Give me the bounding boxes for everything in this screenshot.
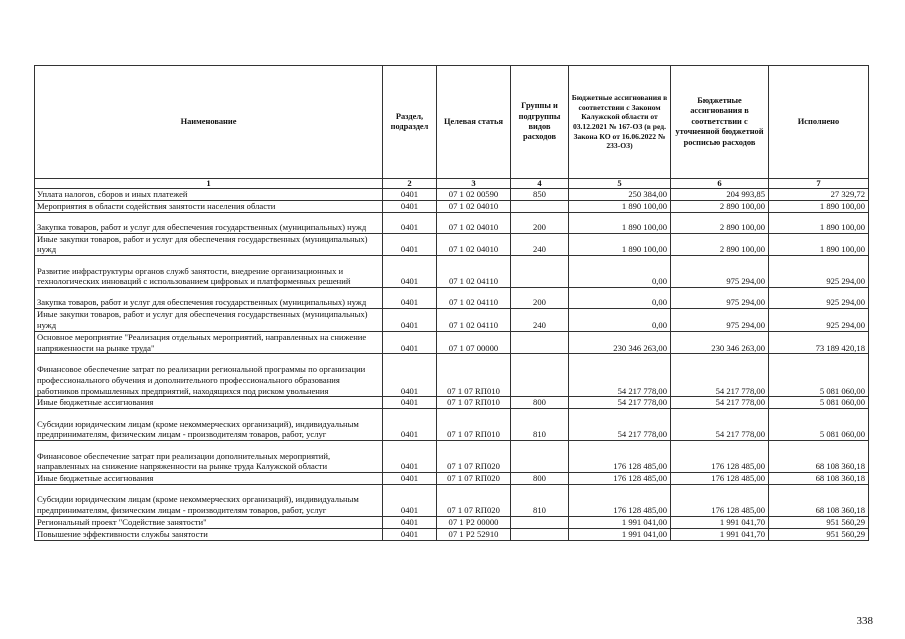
row-ispolneno: 68 108 360,18 (769, 473, 869, 485)
row-zakon: 1 991 041,00 (569, 528, 671, 540)
row-name: Уплата налогов, сборов и иных платежей (35, 189, 383, 201)
column-number: 4 (511, 179, 569, 189)
row-vid: 800 (511, 473, 569, 485)
row-zakon: 230 346 263,00 (569, 331, 671, 354)
column-number: 1 (35, 179, 383, 189)
row-rospis: 54 217 778,00 (671, 397, 769, 409)
row-razdel: 0401 (383, 473, 437, 485)
row-razdel: 0401 (383, 397, 437, 409)
row-statya: 07 1 P2 52910 (437, 528, 511, 540)
row-vid: 200 (511, 288, 569, 309)
row-name: Иные закупки товаров, работ и услуг для обеспечения государственных (муниципальных) нужд (35, 233, 383, 256)
row-rospis: 176 128 485,00 (671, 473, 769, 485)
row-vid: 850 (511, 189, 569, 201)
row-name: Иные бюджетные ассигнования (35, 397, 383, 409)
row-rospis: 204 993,85 (671, 189, 769, 201)
row-name: Повышение эффективности службы занятости (35, 528, 383, 540)
row-ispolneno: 27 329,72 (769, 189, 869, 201)
row-vid (511, 516, 569, 528)
header-rospis: Бюджетные ассигнования в соответствии с уточненной бюджетной росписью расходов (671, 66, 769, 179)
row-vid (511, 331, 569, 354)
row-name: Финансовое обеспечение затрат при реализации дополнительных мероприятий, направленных на снижение напряженности на рынке труда Калужской области (35, 441, 383, 473)
row-ispolneno: 73 189 420,18 (769, 331, 869, 354)
row-razdel: 0401 (383, 528, 437, 540)
budget-table (34, 65, 869, 541)
row-razdel: 0401 (383, 516, 437, 528)
column-number: 3 (437, 179, 511, 189)
row-name: Финансовое обеспечение затрат по реализации региональной программы по организации профессионального обучения и дополнительного профессионального образования работников промышленных предприятий, находящихся под риском увольнения (35, 354, 383, 397)
row-rospis: 975 294,00 (671, 288, 769, 309)
row-name: Основное мероприятие "Реализация отдельных мероприятий, направленных на снижение напряженности на рынке труда" (35, 331, 383, 354)
table-row (35, 516, 869, 528)
row-statya: 07 1 07 RП010 (437, 409, 511, 441)
row-statya: 07 1 02 04010 (437, 200, 511, 212)
budget-table-sheet (34, 65, 868, 541)
row-rospis: 2 890 100,00 (671, 212, 769, 233)
row-name: Закупка товаров, работ и услуг для обеспечения государственных (муниципальных) нужд (35, 288, 383, 309)
row-rospis: 2 890 100,00 (671, 200, 769, 212)
row-ispolneno: 951 560,29 (769, 516, 869, 528)
row-vid: 200 (511, 212, 569, 233)
row-razdel: 0401 (383, 288, 437, 309)
header-name: Наименование (35, 66, 383, 179)
row-rospis: 2 890 100,00 (671, 233, 769, 256)
row-name: Развитие инфраструктуры органов служб занятости, внедрение организационных и технологических инноваций с использованием цифровых и платформенных решений (35, 256, 383, 288)
row-ispolneno: 1 890 100,00 (769, 212, 869, 233)
row-statya: 07 1 07 RП020 (437, 441, 511, 473)
row-zakon: 176 128 485,00 (569, 473, 671, 485)
row-statya: 07 1 07 00000 (437, 331, 511, 354)
row-razdel: 0401 (383, 331, 437, 354)
row-vid (511, 256, 569, 288)
header-razdel: Раздел, подраздел (383, 66, 437, 179)
header-statya: Целевая статья (437, 66, 511, 179)
row-ispolneno: 925 294,00 (769, 256, 869, 288)
row-razdel: 0401 (383, 409, 437, 441)
table-row (35, 528, 869, 540)
table-header-row (35, 66, 869, 179)
row-ispolneno: 5 081 060,00 (769, 409, 869, 441)
row-statya: 07 1 02 04010 (437, 233, 511, 256)
header-zakon: Бюджетные ассигнования в соответствии с Законом Калужской области от 03.12.2021 № 167-ОЗ (в ред. Закона КО от 16.06.2022 № 233-ОЗ) (569, 66, 671, 179)
row-vid: 810 (511, 484, 569, 516)
column-number: 7 (769, 179, 869, 189)
row-statya: 07 1 02 00590 (437, 189, 511, 201)
row-rospis: 1 991 041,70 (671, 516, 769, 528)
row-name: Иные бюджетные ассигнования (35, 473, 383, 485)
row-statya: 07 1 07 RП010 (437, 354, 511, 397)
row-vid (511, 354, 569, 397)
row-rospis: 1 991 041,70 (671, 528, 769, 540)
row-name: Закупка товаров, работ и услуг для обеспечения государственных (муниципальных) нужд (35, 212, 383, 233)
row-razdel: 0401 (383, 200, 437, 212)
row-ispolneno: 5 081 060,00 (769, 397, 869, 409)
row-name: Субсидии юридическим лицам (кроме некоммерческих организаций), индивидуальным предпринимателям, физическим лицам - производителям товаров, работ, услуг (35, 409, 383, 441)
row-razdel: 0401 (383, 233, 437, 256)
row-zakon: 0,00 (569, 288, 671, 309)
row-rospis: 230 346 263,00 (671, 331, 769, 354)
row-zakon: 176 128 485,00 (569, 441, 671, 473)
table-row (35, 189, 869, 201)
table-row (35, 331, 869, 354)
page-number: 338 (856, 615, 873, 627)
table-row (35, 288, 869, 309)
table-body (35, 189, 869, 541)
row-razdel: 0401 (383, 354, 437, 397)
row-statya: 07 1 02 04110 (437, 256, 511, 288)
table-row (35, 397, 869, 409)
header-ispolneno: Исполнено (769, 66, 869, 179)
row-statya: 07 1 02 04110 (437, 288, 511, 309)
row-ispolneno: 925 294,00 (769, 288, 869, 309)
row-rospis: 176 128 485,00 (671, 441, 769, 473)
row-name: Региональный проект "Содействие занятости" (35, 516, 383, 528)
row-statya: 07 1 07 RП020 (437, 484, 511, 516)
row-vid (511, 200, 569, 212)
column-number-row (35, 179, 869, 189)
row-razdel: 0401 (383, 189, 437, 201)
row-vid: 800 (511, 397, 569, 409)
row-statya: 07 1 07 RП010 (437, 397, 511, 409)
row-rospis: 975 294,00 (671, 256, 769, 288)
row-vid: 240 (511, 309, 569, 332)
row-statya: 07 1 07 RП020 (437, 473, 511, 485)
row-ispolneno: 1 890 100,00 (769, 200, 869, 212)
row-ispolneno: 1 890 100,00 (769, 233, 869, 256)
table-row (35, 409, 869, 441)
row-razdel: 0401 (383, 309, 437, 332)
table-row (35, 309, 869, 332)
table-row (35, 233, 869, 256)
column-number: 2 (383, 179, 437, 189)
row-razdel: 0401 (383, 256, 437, 288)
row-zakon: 54 217 778,00 (569, 409, 671, 441)
row-zakon: 54 217 778,00 (569, 397, 671, 409)
row-ispolneno: 925 294,00 (769, 309, 869, 332)
row-name: Иные закупки товаров, работ и услуг для обеспечения государственных (муниципальных) нужд (35, 309, 383, 332)
row-vid (511, 528, 569, 540)
column-number: 6 (671, 179, 769, 189)
table-row (35, 200, 869, 212)
table-row (35, 441, 869, 473)
table-row (35, 484, 869, 516)
row-ispolneno: 951 560,29 (769, 528, 869, 540)
row-statya: 07 1 02 04110 (437, 309, 511, 332)
row-rospis: 975 294,00 (671, 309, 769, 332)
table-row (35, 354, 869, 397)
row-statya: 07 1 P2 00000 (437, 516, 511, 528)
row-zakon: 1 991 041,00 (569, 516, 671, 528)
row-vid: 240 (511, 233, 569, 256)
row-zakon: 54 217 778,00 (569, 354, 671, 397)
row-zakon: 1 890 100,00 (569, 200, 671, 212)
column-number: 5 (569, 179, 671, 189)
row-name: Субсидии юридическим лицам (кроме некоммерческих организаций), индивидуальным предпринимателям, физическим лицам - производителям товаров, работ, услуг (35, 484, 383, 516)
row-razdel: 0401 (383, 484, 437, 516)
table-row (35, 212, 869, 233)
row-name: Мероприятия в области содействия занятости населения области (35, 200, 383, 212)
row-zakon: 250 384,00 (569, 189, 671, 201)
row-rospis: 54 217 778,00 (671, 409, 769, 441)
row-razdel: 0401 (383, 212, 437, 233)
row-statya: 07 1 02 04010 (437, 212, 511, 233)
header-vid: Группы и подгруппы видов расходов (511, 66, 569, 179)
row-rospis: 176 128 485,00 (671, 484, 769, 516)
table-row (35, 256, 869, 288)
row-zakon: 1 890 100,00 (569, 212, 671, 233)
row-zakon: 0,00 (569, 256, 671, 288)
row-vid (511, 441, 569, 473)
table-row (35, 473, 869, 485)
row-ispolneno: 68 108 360,18 (769, 441, 869, 473)
row-razdel: 0401 (383, 441, 437, 473)
row-zakon: 0,00 (569, 309, 671, 332)
row-vid: 810 (511, 409, 569, 441)
row-ispolneno: 68 108 360,18 (769, 484, 869, 516)
row-zakon: 176 128 485,00 (569, 484, 671, 516)
row-zakon: 1 890 100,00 (569, 233, 671, 256)
row-rospis: 54 217 778,00 (671, 354, 769, 397)
row-ispolneno: 5 081 060,00 (769, 354, 869, 397)
